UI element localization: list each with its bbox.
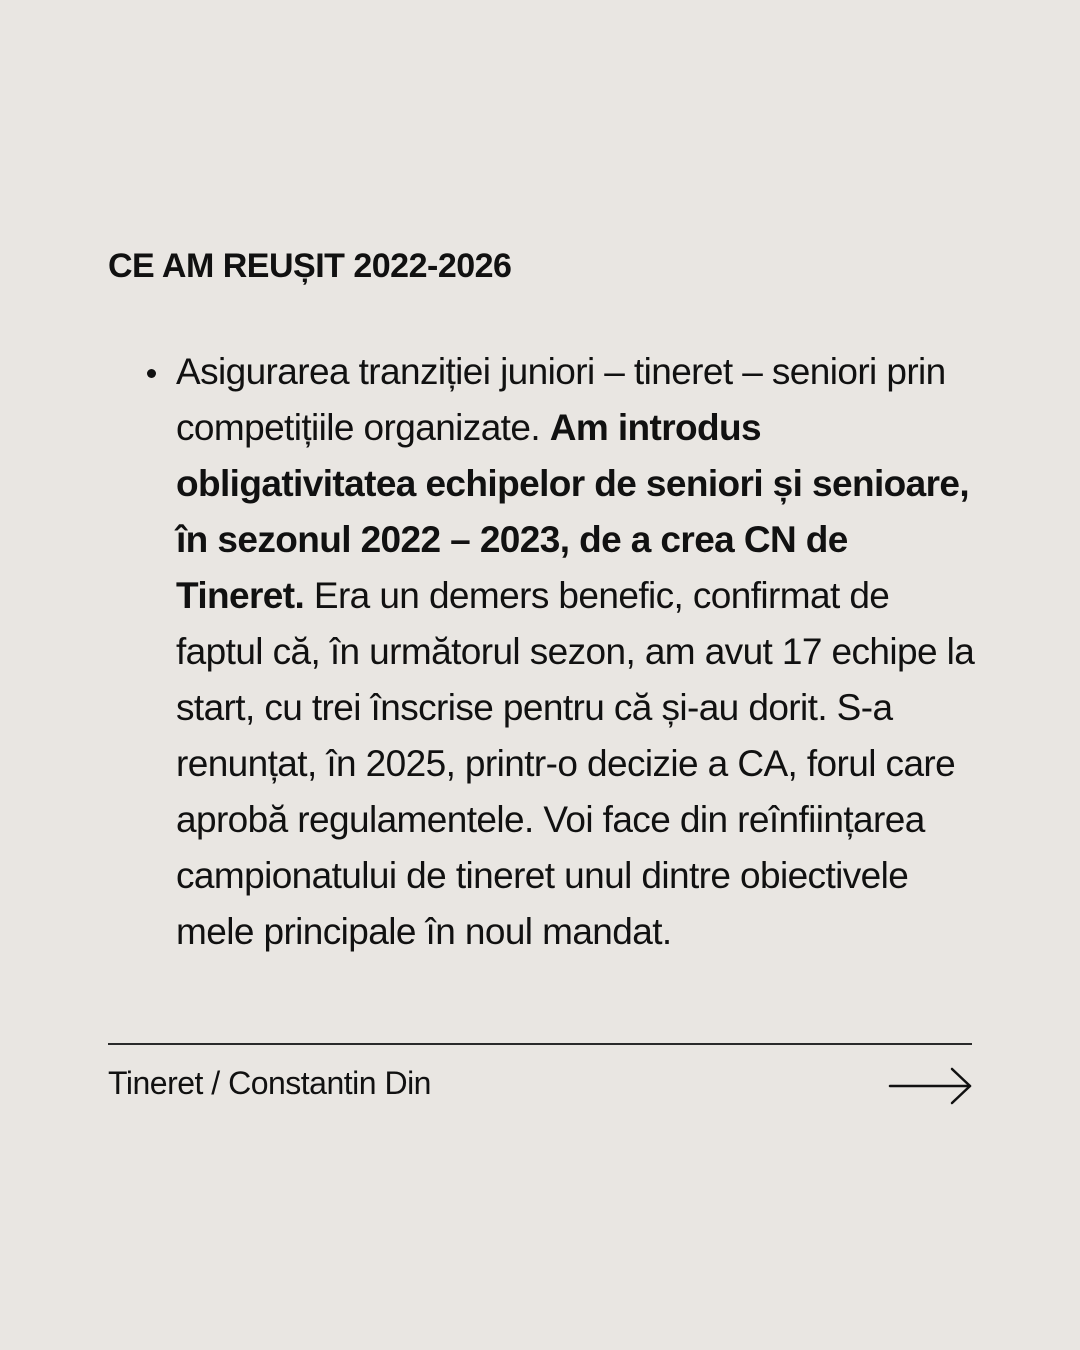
achievement-list — [108, 344, 978, 960]
list-item — [108, 344, 978, 960]
section-heading: CE AM REUȘIT 2022-2026 — [108, 247, 512, 285]
bullet-dot-icon — [147, 369, 156, 378]
footer-divider — [108, 1043, 972, 1045]
footer-label: Tineret / Constantin Din — [108, 1065, 431, 1101]
bullet-intro-text: Asigurarea tranziției juniori – tineret – seniori prin competițiile organizate. — [176, 351, 946, 448]
bullet-rest-text: Era un demers benefic, confirmat de faptul că, în următorul sezon, am avut 17 echipe la start, cu trei înscrise pentru că și-au dorit. S-a renunțat, în 2025, printr-o decizie a CA, forul care aprobă regulamentele. Voi face din reînființarea campionatului de tineret unul dintre obiectivele mele principale în noul mandat. — [176, 575, 975, 952]
arrow-right-icon[interactable] — [888, 1066, 974, 1106]
bullet-bold-text: Am introdus obligativitatea echipelor de seniori și senioare, în sezonul 2022 – 2023, de a crea CN de Tineret. — [176, 407, 970, 616]
